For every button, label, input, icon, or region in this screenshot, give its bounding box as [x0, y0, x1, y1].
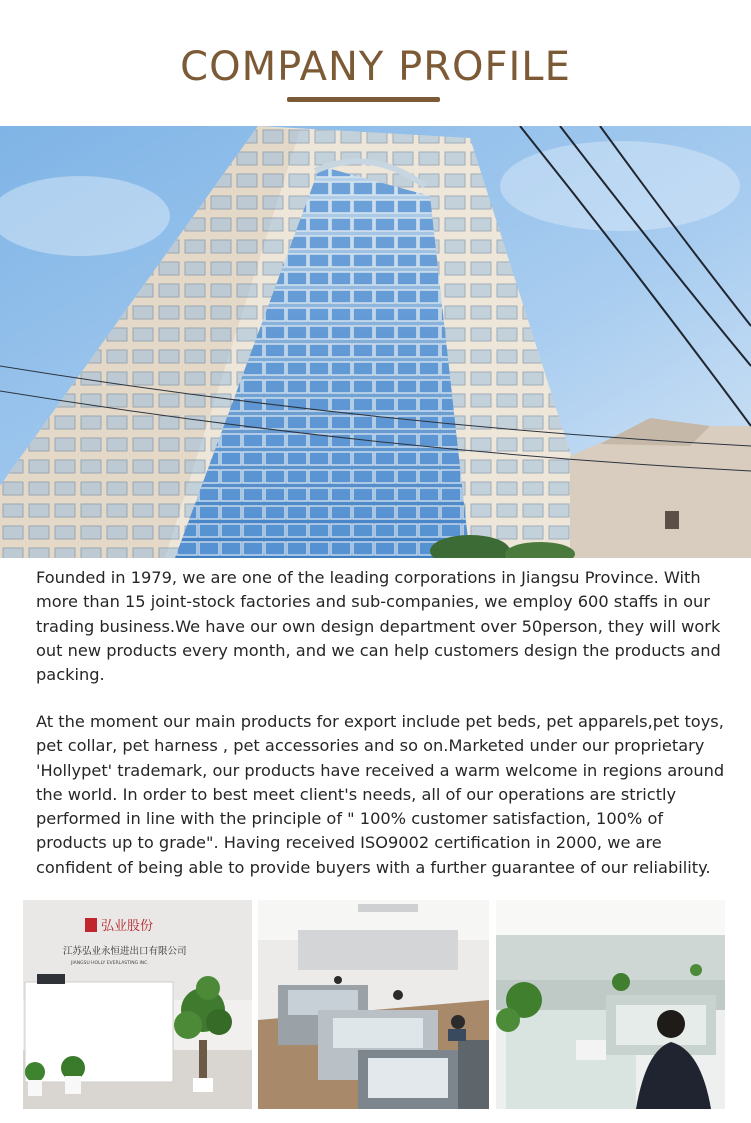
reception-sign-en: JIANGSU HOLLY EVERLASTING INC. [71, 961, 149, 966]
page-title: COMPANY PROFILE [180, 44, 571, 90]
hero-building-photo [0, 126, 751, 558]
profile-paragraph-1: Founded in 1979, we are one of the leading corporations in Jiangsu Province. With more than 15 joint-stock factories and sub-companies, we employ 600 staffs in our trading business.We have our own design department over 50person, they will work out new products every month, and we can help customers design the products and packing. [36, 568, 721, 685]
profile-paragraph-2: At the moment our main products for export include pet beds, pet apparels,pet toys, pet collar, pet harness , pet accessories and so on.Marketed under our proprietary 'Hollypet' trademark, our products have received a warm welcome in regions around the world. In order to best meet client's needs, all of our operations are strictly performed in line with the principle of " 100% customer satisfaction, 100% of products up to grade". Having received ISO9002 certification in 2000, we are confident of being able to provide buyers with a further guarantee of our reliability. [36, 712, 725, 877]
office-cubicles-photo [258, 900, 489, 1109]
building-icon [0, 126, 751, 558]
workstation-icon [496, 900, 725, 1109]
office-gallery [23, 900, 725, 1109]
reception-icon [23, 900, 252, 1109]
title-section [0, 0, 751, 126]
office-icon [258, 900, 489, 1109]
workstation-photo [496, 900, 725, 1109]
reception-sign-cn: 江苏弘业永恒进出口有限公司 [63, 946, 187, 957]
reception-logo-text: 弘业股份 [101, 919, 154, 934]
reception-photo [23, 900, 252, 1109]
title-underline [287, 97, 440, 102]
